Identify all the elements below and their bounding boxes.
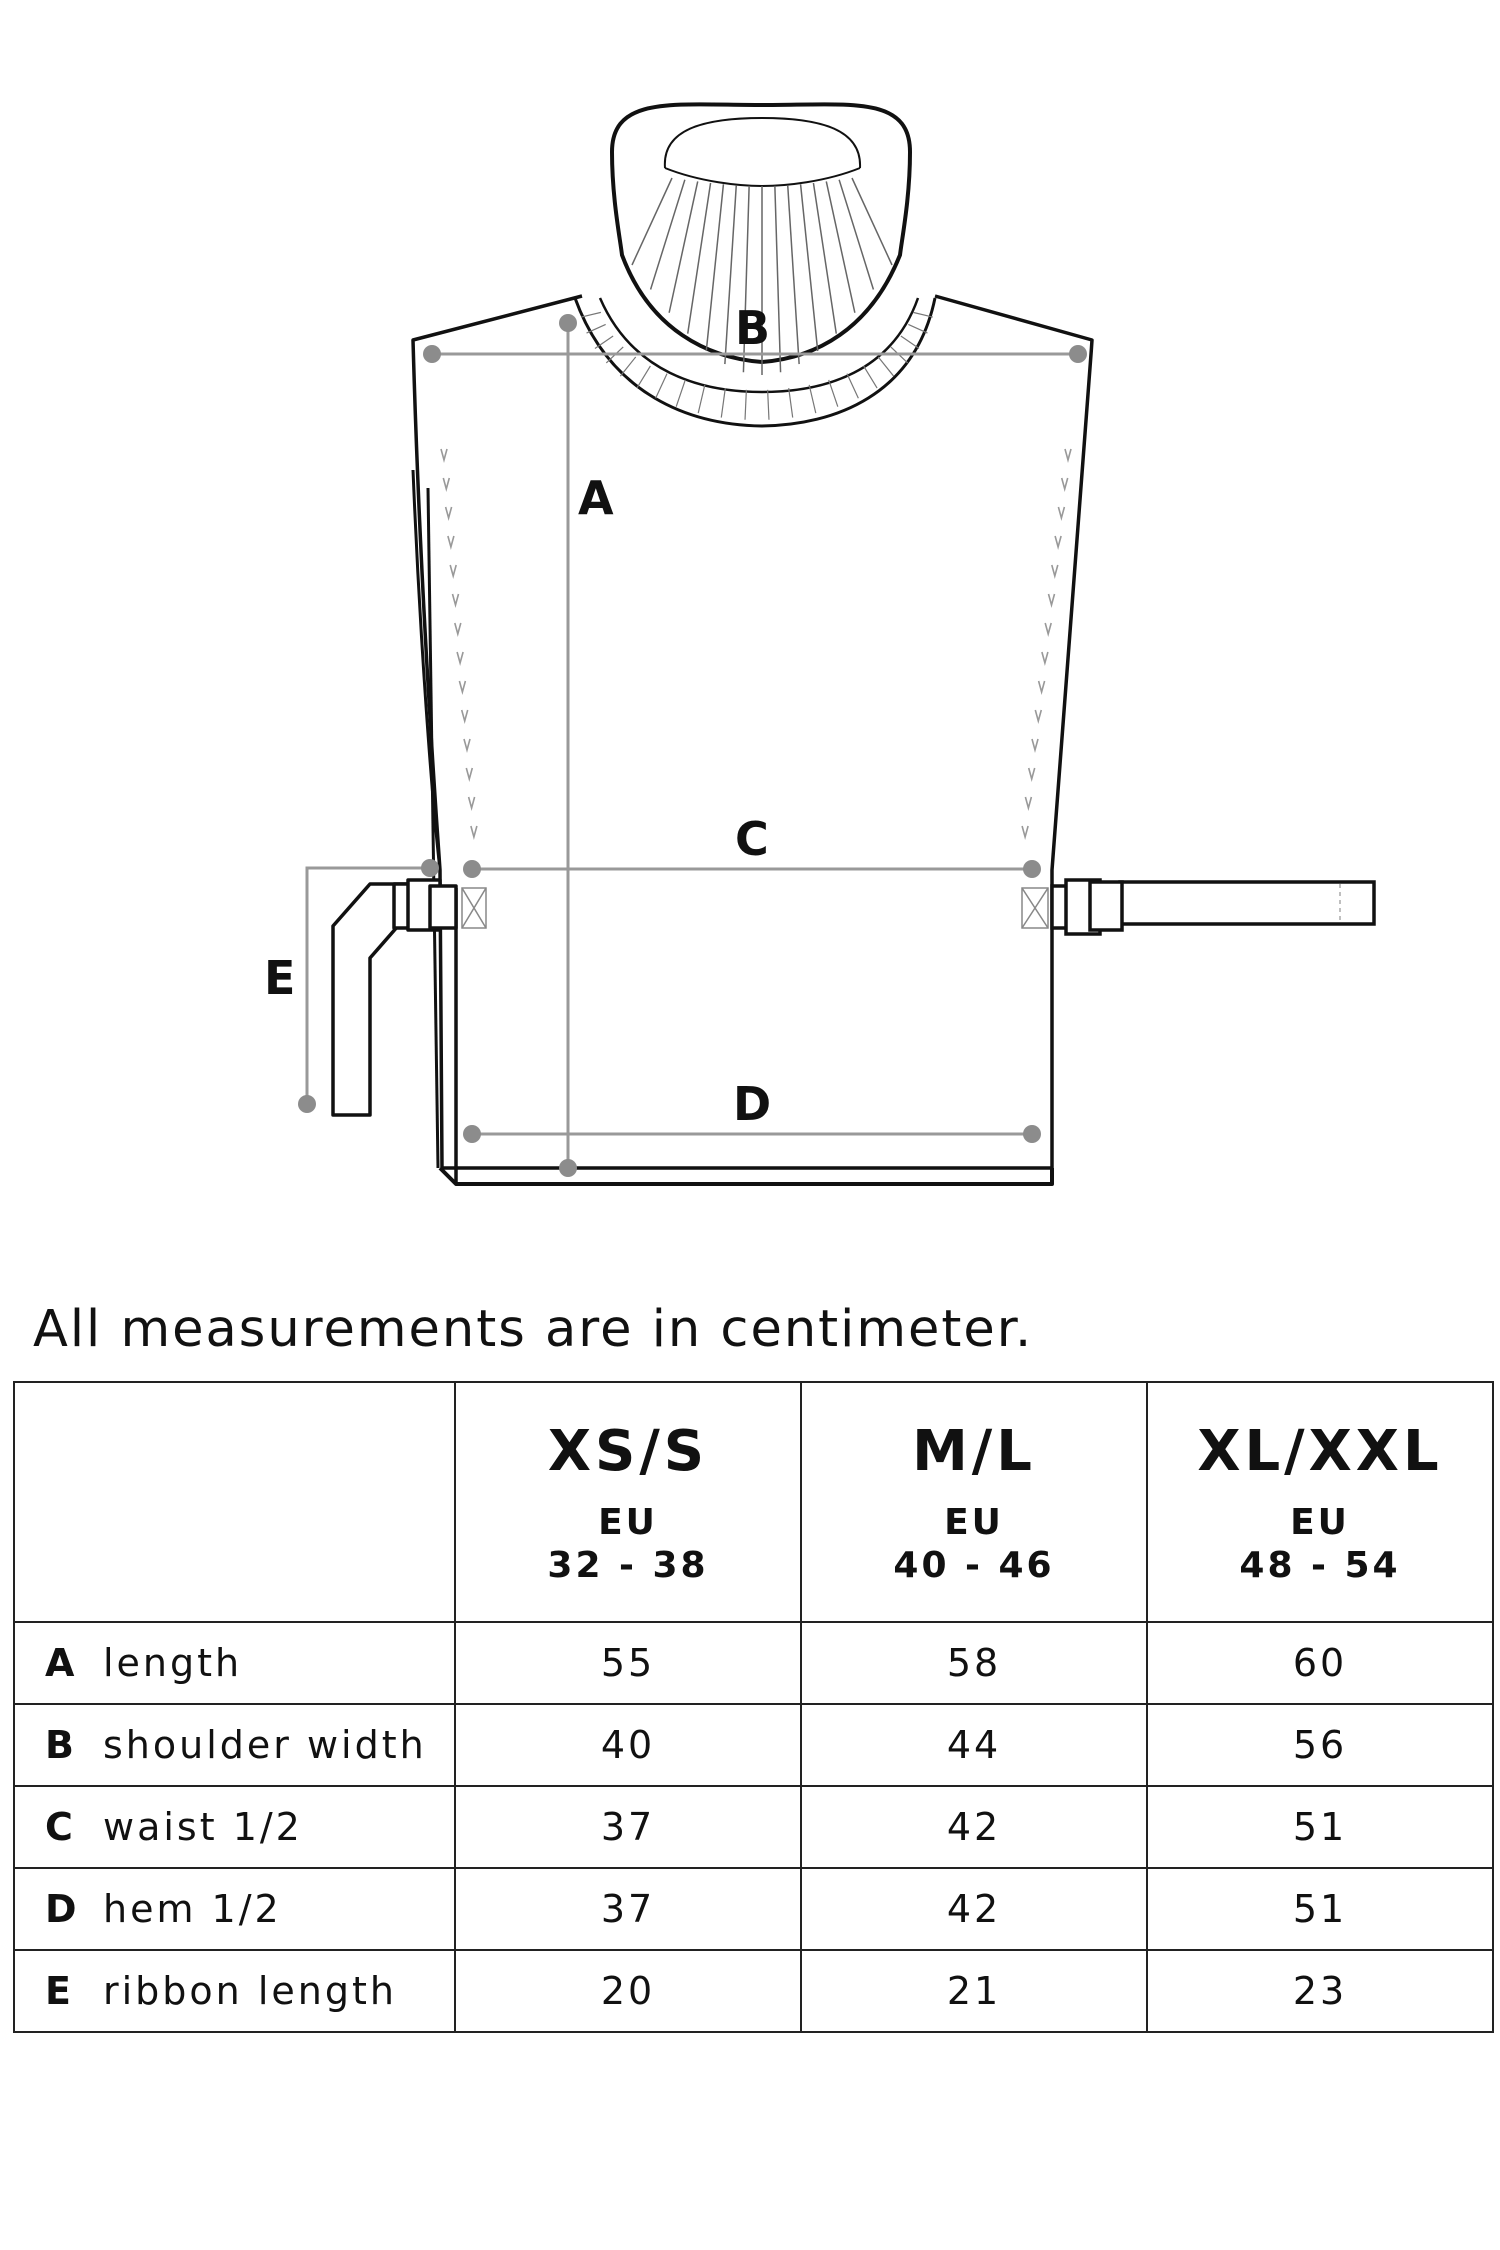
table-cell: 42	[801, 1786, 1147, 1868]
size-region: EU	[598, 1502, 658, 1543]
table-row-length	[14, 1622, 1493, 1704]
table-header-row	[14, 1382, 1493, 1622]
table-row-shoulder-width	[14, 1704, 1493, 1786]
table-cell: 23	[1147, 1950, 1493, 2032]
row-key: E	[45, 1969, 71, 2013]
table-cell: 44	[801, 1704, 1147, 1786]
table-row-ribbon-length	[14, 1950, 1493, 2032]
table-cell: 20	[455, 1950, 801, 2032]
stitch-marks	[441, 449, 1071, 837]
table-cell: 58	[801, 1622, 1147, 1704]
measurement-note: All measurements are in centimeter.	[33, 1300, 1034, 1359]
size-name: XL/XXL	[1197, 1419, 1443, 1484]
row-key: C	[45, 1805, 73, 1849]
label-e: E	[264, 951, 296, 1005]
collar	[575, 104, 935, 426]
label-c: C	[735, 812, 769, 866]
size-range: 40 - 46	[893, 1545, 1055, 1586]
row-key: D	[45, 1887, 77, 1931]
row-name: waist 1/2	[103, 1805, 303, 1849]
label-a: A	[578, 471, 614, 525]
table-cell: 60	[1147, 1622, 1493, 1704]
label-d: D	[733, 1077, 772, 1131]
size-name: XS/S	[547, 1419, 709, 1484]
row-key: B	[45, 1723, 74, 1767]
size-name: M/L	[912, 1419, 1036, 1484]
row-name: hem 1/2	[103, 1887, 282, 1931]
table-cell: 37	[455, 1786, 801, 1868]
size-table	[13, 1381, 1494, 2033]
size-range: 48 - 54	[1239, 1545, 1401, 1586]
table-cell: 56	[1147, 1704, 1493, 1786]
size-header-xs-s	[455, 1382, 801, 1622]
row-label	[14, 1950, 455, 2032]
row-label	[14, 1786, 455, 1868]
row-name: length	[103, 1641, 243, 1685]
size-region: EU	[944, 1502, 1004, 1543]
left-buckle	[462, 888, 486, 928]
table-row-hem	[14, 1868, 1493, 1950]
corner-cell	[14, 1382, 455, 1622]
row-key: A	[45, 1641, 75, 1685]
row-label	[14, 1622, 455, 1704]
vest-body	[413, 296, 1092, 1184]
size-header-xl-xxl	[1147, 1382, 1493, 1622]
row-name: ribbon length	[103, 1969, 397, 2013]
table-cell: 40	[455, 1704, 801, 1786]
row-label	[14, 1868, 455, 1950]
table-cell: 51	[1147, 1786, 1493, 1868]
right-ribbon	[1052, 880, 1374, 934]
row-label	[14, 1704, 455, 1786]
table-cell: 37	[455, 1868, 801, 1950]
table-row-waist	[14, 1786, 1493, 1868]
measure-lines	[307, 323, 1078, 1168]
size-range: 32 - 38	[547, 1545, 709, 1586]
right-buckle	[1022, 888, 1048, 928]
table-cell: 51	[1147, 1868, 1493, 1950]
size-region: EU	[1290, 1502, 1350, 1543]
row-name: shoulder width	[103, 1723, 427, 1767]
size-header-m-l	[801, 1382, 1147, 1622]
label-b: B	[735, 301, 771, 355]
table-cell: 42	[801, 1868, 1147, 1950]
table-cell: 55	[455, 1622, 801, 1704]
table-cell: 21	[801, 1950, 1147, 2032]
